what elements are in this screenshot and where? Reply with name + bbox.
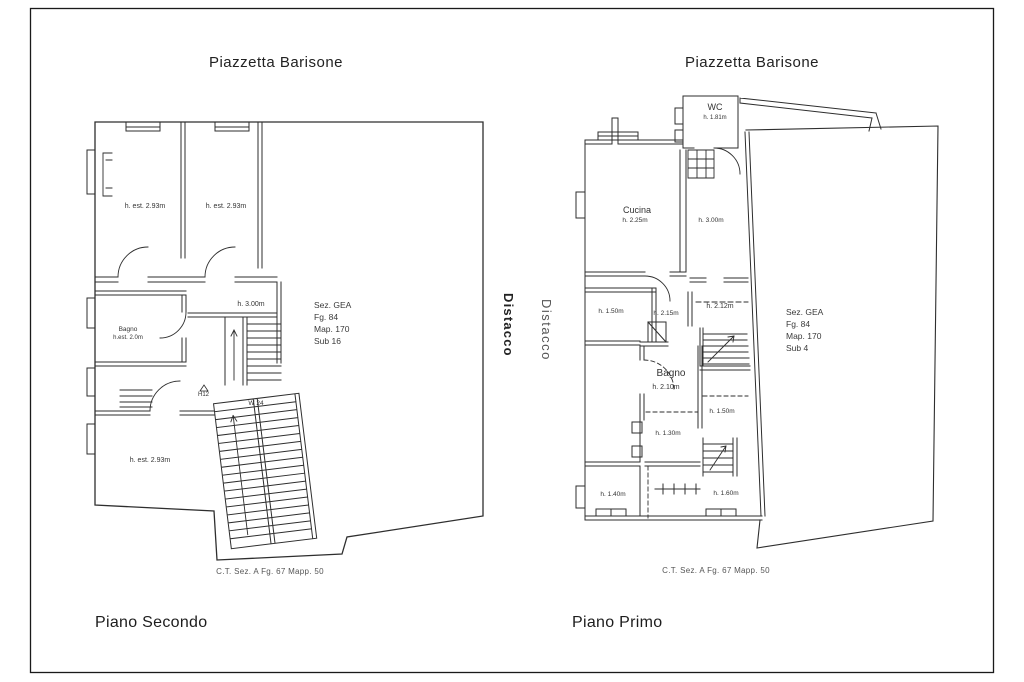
room-height-bedroom2: h. est. 2.93m	[205, 203, 247, 210]
room-height-215: h. 2.15m	[653, 310, 679, 317]
room-height-hall: h. 3.00m	[237, 301, 265, 308]
left-plan-stairs	[200, 317, 317, 549]
room-height-wc: h. 1.81m	[703, 115, 727, 121]
room-name-cucina: Cucina	[622, 205, 652, 215]
room-height-160: h. 1.60m	[713, 490, 739, 497]
info-block-left-line3: Map. 170	[314, 324, 350, 334]
room-height-lower: h. est. 2.93m	[129, 457, 171, 464]
room-height-300: h. 3.00m	[698, 217, 724, 224]
right-plan-walls	[576, 96, 938, 548]
left-plan-walls	[87, 122, 483, 560]
cadastre-note-left: C.T. Sez. A Fg. 67 Mapp. 50	[216, 567, 324, 576]
room-height-150b: h. 1.50m	[709, 408, 735, 415]
room-height-cucina: h. 2.25m	[622, 217, 648, 224]
info-block-right-line4: Sub 4	[786, 343, 809, 353]
room-name-bagno: Bagno	[656, 368, 686, 379]
vent-triangle-icon	[200, 385, 208, 391]
street-label-left: Piazzetta Barisone	[208, 54, 344, 71]
distacco-label-left: Distacco	[501, 293, 516, 357]
room-name-small: Bagno	[118, 326, 138, 333]
room-name-wc: WC	[707, 102, 723, 112]
room-height-small: h.est. 2.0m	[113, 335, 143, 341]
room-height-130: h. 1.30m	[655, 430, 681, 437]
room-height-bedroom1: h. est. 2.93m	[124, 203, 166, 210]
info-block-right-line1: Sez. GEA	[786, 307, 824, 317]
floor-caption-left: Piano Secondo	[95, 614, 208, 631]
vent-note: H12	[198, 392, 210, 398]
room-height-212: h. 2.12m	[706, 303, 734, 310]
cadastre-note-right: C.T. Sez. A Fg. 67 Mapp. 50	[662, 566, 770, 575]
distacco-label-right: Distacco	[539, 299, 554, 361]
info-block-left-line4: Sub 16	[314, 336, 341, 346]
info-block-left-line2: Fg. 84	[314, 312, 339, 322]
right-plan-stairs	[700, 328, 750, 476]
info-block-left-line1: Sez. GEA	[314, 300, 352, 310]
street-label-right: Piazzetta Barisone	[684, 54, 820, 71]
info-block-right-line2: Fg. 84	[786, 319, 811, 329]
room-height-150a: h. 1.50m	[598, 308, 624, 315]
floor-caption-right: Piano Primo	[572, 614, 663, 631]
room-height-bagno: h. 2.10m	[652, 384, 680, 391]
room-height-140: h. 1.40m	[600, 491, 626, 498]
info-block-right-line3: Map. 170	[786, 331, 822, 341]
stair-note: W 24	[248, 400, 264, 407]
